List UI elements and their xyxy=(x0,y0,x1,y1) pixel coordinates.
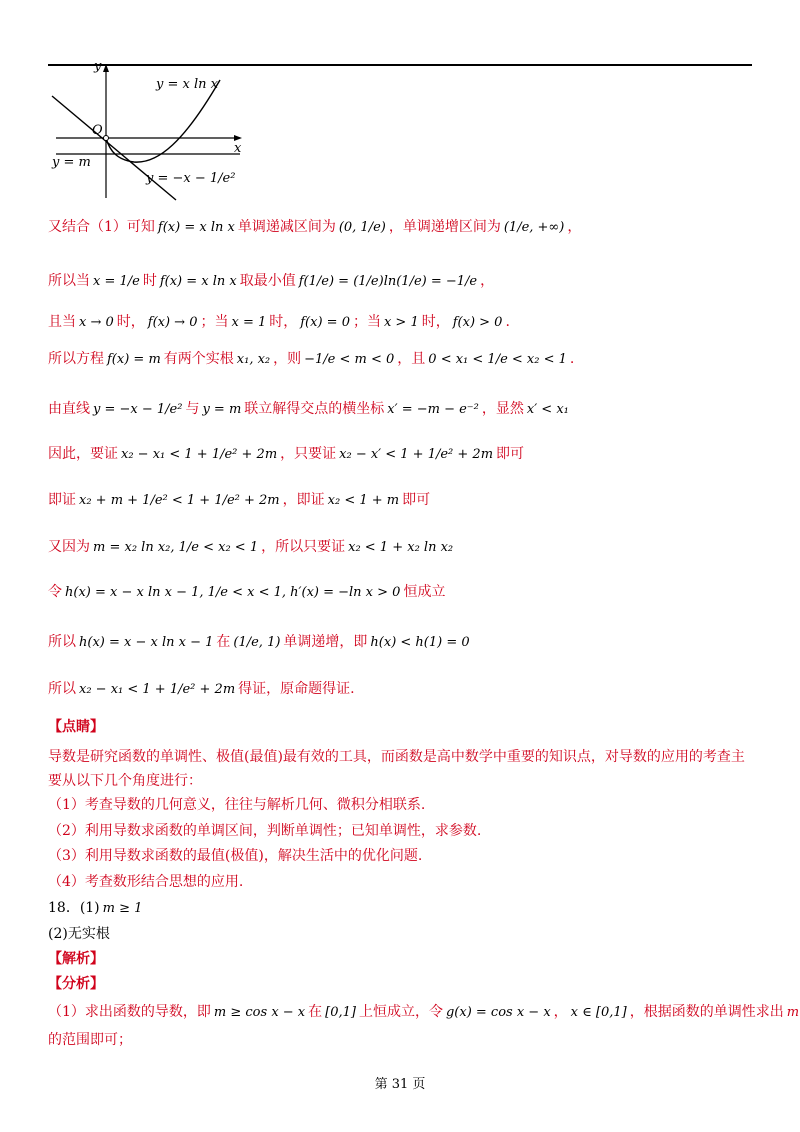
line-11: 所以 x₂ − x₁ < 1 + 1/e² + 2m 得证，原命题得证. xyxy=(48,681,355,697)
tangent-label: y = −x − 1/e² xyxy=(146,171,236,186)
line-8: 又因为 m = x₂ ln x₂, 1/e < x₂ < 1 ，所以只要证 x₂ < 1 + x₂ ln x₂ xyxy=(48,539,454,555)
dianjing-item-4: （4）考查数形结合思想的应用. xyxy=(48,874,244,890)
q18-jiexi: 【解析】 xyxy=(48,951,104,967)
line-7: 即证 x₂ + m + 1/e² < 1 + 1/e² + 2m ，即证 x₂ < 1 + m 即可 xyxy=(48,492,431,508)
line-3: 且当 x → 0 时， f(x) → 0 ；当 x = 1 时， f(x) = 0 ；当 x > 1 时， f(x) > 0 . xyxy=(48,314,510,330)
dianjing-item-3: （3）利用导数求函数的最值(极值)，解决生活中的优化问题. xyxy=(48,848,423,864)
q18-fenxi: 【分析】 xyxy=(48,976,104,992)
dianjing-item-2: （2）利用导数求函数的单调区间，判断单调性；已知单调性，求参数. xyxy=(48,823,482,839)
q18-answer-2: (2)无实根 xyxy=(48,926,110,942)
q18-analysis-line-1: （1）求出函数的导数，即 m ≥ cos x − x 在 [0,1] 上恒成立，令 g(x) = cos x − x ， x ∈ [0,1] ，根据函数的单调性求出 m xyxy=(48,1004,800,1020)
line-5: 由直线 y = −x − 1/e² 与 y = m 联立解得交点的横坐标 x′ = −m − e⁻² ，显然 x′ < x₁ xyxy=(48,401,569,417)
line-m-label: y = m xyxy=(52,155,91,170)
line-6: 因此，要证 x₂ − x₁ < 1 + 1/e² + 2m ，只要证 x₂ − x′ < 1 + 1/e² + 2m 即可 xyxy=(48,446,525,462)
q18-answer-1: 18．(1) m ≥ 1 xyxy=(48,900,143,916)
line-9: 令 h(x) = x − x ln x − 1, 1/e < x < 1, h′(x) = −ln x > 0 恒成立 xyxy=(48,584,446,600)
function-graph xyxy=(48,60,248,202)
q18-analysis-line-2: 的范围即可； xyxy=(48,1032,132,1048)
dianjing-heading: 【点睛】 xyxy=(48,719,104,735)
origin-label: O xyxy=(92,123,103,138)
line-1: 又结合（1）可知 f(x) = x ln x 单调递减区间为 (0, 1/e) ，单调递增区间为 (1/e, +∞) ， xyxy=(48,219,582,235)
curve-label: y = x ln x xyxy=(156,77,218,92)
page-number: 第 31 页 xyxy=(374,1077,426,1092)
x-axis-label: x xyxy=(234,141,242,156)
dianjing-paragraph: 导数是研究函数的单调性、极值(最值)最有效的工具，而函数是高中数学中重要的知识点，对导数的应用的考查主要从以下几个角度进行： xyxy=(48,749,745,789)
line-2: 所以当 x = 1/e 时 f(x) = x ln x 取最小值 f(1/e) = (1/e)ln(1/e) = −1/e ， xyxy=(48,273,495,289)
line-4: 所以方程 f(x) = m 有两个实根 x₁, x₂ ，则 −1/e < m < 0 ，且 0 < x₁ < 1/e < x₂ < 1 . xyxy=(48,351,575,367)
dianjing-item-1: （1）考查导数的几何意义，往往与解析几何、微积分相联系. xyxy=(48,797,426,813)
y-axis-label: y xyxy=(94,60,102,74)
line-10: 所以 h(x) = x − x ln x − 1 在 (1/e, 1) 单调递增，即 h(x) < h(1) = 0 xyxy=(48,634,470,650)
